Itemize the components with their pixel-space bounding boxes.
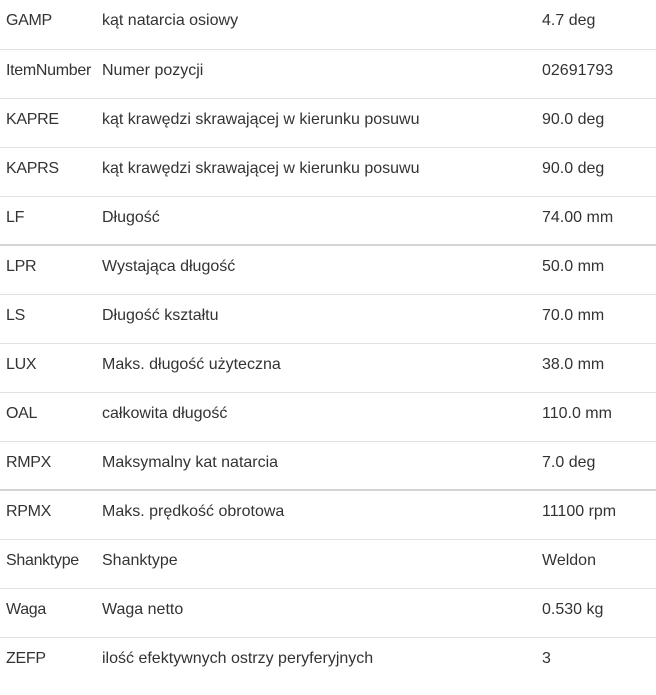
table-row xyxy=(0,441,656,490)
table-row xyxy=(0,294,656,343)
spec-value: 4.7 deg xyxy=(536,0,656,49)
table-row xyxy=(0,637,656,686)
spec-description: kąt krawędzi skrawającej w kierunku posuwu xyxy=(96,147,536,196)
spec-value: 50.0 mm xyxy=(536,245,656,294)
spec-description: Długość xyxy=(96,196,536,245)
spec-description: Maks. prędkość obrotowa xyxy=(96,490,536,539)
spec-description: ilość efektywnych ostrzy peryferyjnych xyxy=(102,649,374,667)
spec-code: OAL xyxy=(0,392,96,441)
spec-value: 7.0 deg xyxy=(536,441,656,490)
spec-description: całkowita długość xyxy=(96,392,536,441)
table-row xyxy=(0,98,656,147)
spec-value: 110.0 mm xyxy=(536,392,656,441)
spec-description: Numer pozycji xyxy=(96,49,536,98)
spec-code: LPR xyxy=(0,245,96,294)
table-row xyxy=(0,392,656,441)
table-row xyxy=(0,0,656,49)
table-row xyxy=(0,539,656,588)
spec-code: LUX xyxy=(0,343,96,392)
table-row xyxy=(0,588,656,637)
spec-description: kąt natarcia osiowy xyxy=(96,0,536,49)
table-row xyxy=(0,49,656,98)
spec-code: GAMP xyxy=(0,0,96,49)
spec-code: RMPX xyxy=(0,441,96,490)
spec-value: 38.0 mm xyxy=(536,343,656,392)
spec-value: 0.530 kg xyxy=(536,588,656,637)
spec-description: Maksymalny kat natarcia xyxy=(96,441,536,490)
spec-code: RPMX xyxy=(0,490,96,539)
table-row xyxy=(0,147,656,196)
spec-description: Długość kształtu xyxy=(96,294,536,343)
spec-description: Shanktype xyxy=(96,539,536,588)
spec-value: 3 xyxy=(542,649,551,667)
spec-description: Maks. długość użyteczna xyxy=(96,343,536,392)
spec-value: 11100 rpm xyxy=(536,490,656,539)
spec-value: 90.0 deg xyxy=(536,147,656,196)
table-row xyxy=(0,245,656,294)
spec-code: LS xyxy=(0,294,96,343)
spec-value: 74.00 mm xyxy=(536,196,656,245)
spec-value: Weldon xyxy=(536,539,656,588)
spec-value: 02691793 xyxy=(536,49,656,98)
table-row xyxy=(0,490,656,539)
spec-value: 70.0 mm xyxy=(536,294,656,343)
spec-code: KAPRS xyxy=(0,147,96,196)
table-row xyxy=(0,196,656,245)
spec-code: Waga xyxy=(0,588,96,637)
spec-code: ZEFP xyxy=(6,649,46,667)
spec-description: Waga netto xyxy=(96,588,536,637)
spec-description: Wystająca długość xyxy=(96,245,536,294)
spec-code: KAPRE xyxy=(0,98,96,147)
spec-description: kąt krawędzi skrawającej w kierunku posuwu xyxy=(96,98,536,147)
spec-code: LF xyxy=(0,196,96,245)
table-row xyxy=(0,343,656,392)
spec-code: Shanktype xyxy=(0,539,96,588)
spec-code: ItemNumber xyxy=(0,49,96,98)
spec-value: 90.0 deg xyxy=(536,98,656,147)
